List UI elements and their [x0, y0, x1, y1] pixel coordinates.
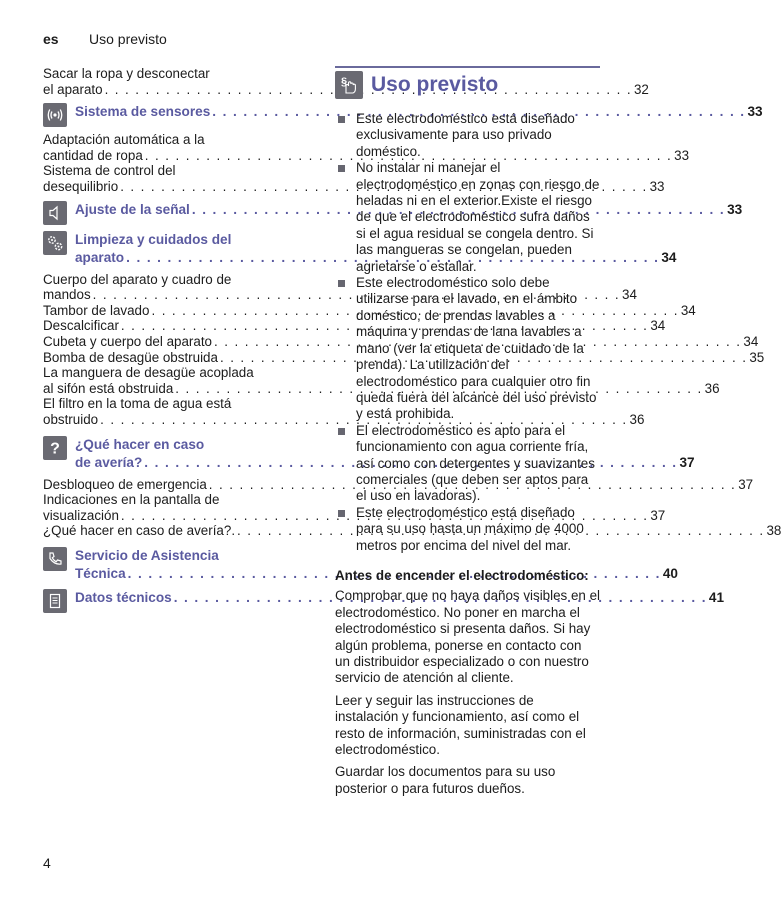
toc-section-title: ¿Qué hacer en caso: [75, 436, 205, 452]
toc-entry[interactable]: [43, 492, 666, 523]
toc-section-senal[interactable]: [43, 201, 743, 225]
gears-icon: [43, 231, 67, 255]
toc-page-number: 34: [743, 333, 759, 349]
toc-section-title: Ajuste de la señal: [75, 201, 190, 217]
toc-entry-text: desequilibrio: [43, 178, 119, 194]
toc-page-number: 33: [674, 147, 690, 163]
list-item-text: Este electrodoméstico solo debe utilizarse para el lavado, en el ámbito doméstico, de prendas lavables a máquina y prendas de lana lavables a mano (ver la etiqueta de cuidado de la prenda). La utilización del electrodoméstico para cualquier otro fin queda fuera del alcance del uso previsto y está prohibida.: [356, 275, 597, 422]
list-item: [335, 111, 600, 160]
square-bullet-icon: [338, 165, 345, 172]
list-item: [335, 275, 600, 423]
toc-entry-text: Sistema de control del: [43, 163, 176, 179]
toc-section-datos[interactable]: [43, 589, 725, 613]
language-code: es: [43, 31, 59, 47]
toc-page-number: 37: [650, 507, 666, 523]
toc-section-title: Limpieza y cuidados del: [75, 231, 232, 247]
toc-page-number: 38: [766, 523, 781, 539]
toc-page-number: 33: [747, 104, 763, 120]
toc-entry-text: Adaptación automática a la: [43, 132, 205, 148]
toc-section-averia[interactable]: [43, 436, 695, 472]
toc-section-title: Datos técnicos: [75, 589, 172, 605]
toc-section-title: aparato: [75, 249, 125, 265]
toc-entry-text: Descalcificar: [43, 318, 119, 334]
page-number: 4: [43, 855, 51, 871]
toc-entry[interactable]: [43, 318, 666, 334]
toc-section-title: Técnica: [75, 565, 126, 581]
toc-page-number: 32: [633, 81, 649, 97]
toc-page-number: 37: [679, 454, 695, 470]
square-bullet-icon: [338, 280, 345, 287]
toc-page-number: 33: [727, 201, 743, 217]
square-bullet-icon: [338, 428, 345, 435]
toc-entry[interactable]: [43, 365, 720, 396]
toc-page-number: 33: [649, 178, 665, 194]
toc-page-number: 41: [708, 589, 725, 605]
toc-entry-text: al sifón está obstruida: [43, 380, 174, 396]
toc-section-limpieza[interactable]: [43, 231, 677, 267]
toc-entry[interactable]: [43, 396, 645, 427]
toc-page-number: 34: [622, 287, 637, 303]
toc-section-sensores[interactable]: [43, 103, 763, 127]
toc-entry-text: mandos: [43, 287, 91, 303]
toc-entry-text: Cuerpo del aparato y cuadro de: [43, 271, 232, 287]
toc-entry-text: visualización: [43, 507, 119, 523]
square-bullet-icon: [338, 116, 345, 123]
toc-page-number: 36: [704, 380, 720, 396]
section-heading: [335, 66, 600, 99]
square-bullet-icon: [338, 510, 345, 517]
toc-entry-text: el aparato: [43, 81, 103, 97]
paragraph: Leer y seguir las instrucciones de instalación y funcionamiento, así como el resto de información, suministradas con el electrodoméstico.: [335, 692, 586, 758]
bullet-list: [335, 111, 600, 554]
toc-entry[interactable]: [43, 302, 696, 319]
toc-page-number: 36: [629, 411, 645, 427]
intended-use-section: [335, 66, 600, 803]
toc-entry-text: cantidad de ropa: [43, 147, 143, 163]
list-item-text: El electrodoméstico es apto para el funcionamiento con agua corriente fría, así como con detergentes y suavizantes comerciales (que deben ser aptos para el uso en lavadoras).: [356, 422, 595, 504]
toc-entry[interactable]: [43, 476, 754, 493]
paragraph: Comprobar que no haya daños visibles en el electrodoméstico. No poner en marcha el electrodoméstico si presenta daños. Si hay algún problema, ponerse en contacto con un distribuidor especializado o con nuestro servicio de atención al cliente.: [335, 588, 601, 686]
list-item: [335, 505, 600, 554]
hand-paragraph-icon: [335, 71, 363, 99]
speaker-icon: [43, 201, 67, 225]
list-item-text: Este electrodoméstico está diseñado exclusivamente para uso privado doméstico.: [356, 111, 575, 159]
toc-entry-text: Cubeta y cuerpo del aparato: [43, 333, 212, 349]
toc-page-number: 34: [661, 249, 677, 265]
svg-text:§: §: [340, 76, 348, 88]
toc-entry-text: Bomba de desagüe obstruida: [43, 349, 218, 365]
toc-entry-text: Sacar la ropa y desconectar: [43, 66, 210, 81]
list-item-text: No instalar ni manejar el electrodoméstico en zonas con riesgo de heladas ni en el exterior.Existe el riesgo de que el electrodoméstico sufra daños si el agua residual se congela dentro. Si las mangueras se congelan, pueden agrietarse o estallar.: [356, 160, 600, 274]
toc-entry[interactable]: [43, 333, 759, 350]
toc-entry-text: Tambor de lavado: [43, 302, 150, 318]
list-item: [335, 160, 600, 275]
svg-text:?: ?: [50, 440, 60, 457]
toc-page-number: 34: [650, 318, 666, 334]
toc-section-title: Sistema de sensores: [75, 104, 211, 120]
toc-entry[interactable]: [43, 349, 765, 366]
toc-entry[interactable]: [43, 163, 665, 194]
toc-page-number: 34: [680, 302, 696, 318]
toc-section-title: de avería?: [75, 454, 143, 470]
toc-entry[interactable]: [43, 271, 637, 303]
toc-page-number: 37: [738, 476, 754, 492]
section-title: Uso previsto: [371, 73, 499, 96]
toc-page-number: 40: [662, 565, 678, 581]
toc-entry[interactable]: [43, 523, 781, 539]
subheading: Antes de encender el electrodoméstico:: [335, 567, 589, 583]
sensor-waves-icon: [43, 103, 67, 127]
toc-page-number: 35: [749, 349, 765, 365]
toc-section-title: Servicio de Asistencia: [75, 547, 219, 563]
toc-entry-text: obstruido: [43, 411, 99, 427]
list-item: [335, 423, 600, 505]
toc-entry-text: El filtro en la toma de agua está: [43, 396, 232, 412]
toc-entry-text: Desbloqueo de emergencia: [43, 476, 207, 492]
list-item-text: Este electrodoméstico está diseñado para su uso hasta un máximo de 4000 metros por encima del nivel del mar.: [356, 504, 584, 553]
running-header-title: Uso previsto: [89, 31, 167, 47]
document-list-icon: [43, 589, 67, 613]
phone-icon: [43, 547, 67, 571]
paragraph: Guardar los documentos para su uso posterior o para futuros dueños.: [335, 764, 556, 796]
toc-entry-text: La manguera de desagüe acoplada: [43, 365, 254, 381]
toc-entry-text: ¿Qué hacer en caso de avería?.: [43, 523, 236, 539]
toc-entry-text: Indicaciones en la pantalla de: [43, 492, 220, 508]
question-icon: [43, 436, 67, 460]
